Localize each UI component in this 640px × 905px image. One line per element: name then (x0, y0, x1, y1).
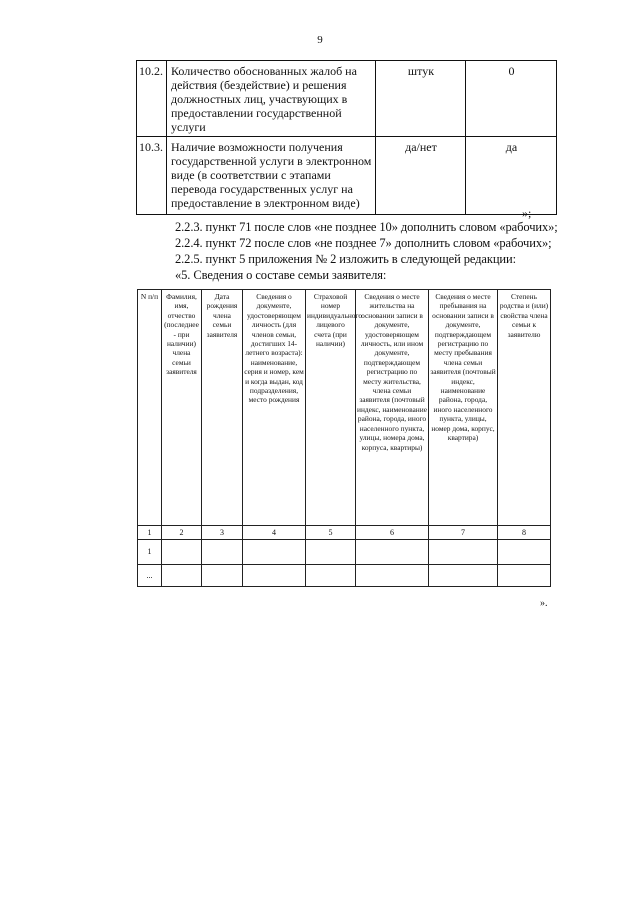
empty-cell (356, 540, 429, 565)
empty-cell (498, 565, 551, 587)
column-header: Степень родства и (или) свойства члена семьи к заявителю (498, 290, 551, 526)
column-number: 5 (306, 526, 356, 540)
indicator-unit: да/нет (376, 137, 466, 215)
row-number: ... (138, 565, 162, 587)
empty-cell (162, 565, 202, 587)
empty-cell (243, 565, 306, 587)
indicator-row (137, 137, 557, 215)
column-header: Страховой номер индивидуального лицевого счета (при наличии) (306, 290, 356, 526)
column-number: 3 (202, 526, 243, 540)
column-number: 2 (162, 526, 202, 540)
row-number: 1 (138, 540, 162, 565)
closing-quote: »; (522, 206, 532, 220)
empty-cell (306, 540, 356, 565)
table-header-row (138, 290, 551, 526)
amendment-paragraph: 2.2.4. пункт 72 после слов «не позднее 7» дополнить словом «рабочих»; (175, 236, 552, 250)
empty-cell (356, 565, 429, 587)
amendment-paragraph: 2.2.5. пункт 5 приложения № 2 изложить в следующей редакции: (175, 252, 516, 266)
empty-cell (202, 565, 243, 587)
indicator-number: 10.2. (137, 61, 167, 137)
empty-cell (498, 540, 551, 565)
column-header: Сведения о документе, удостоверяющем личность (для членов семьи, достигших 14-летнего возраста): наименование, серия и номер, кем и когда выдан, код подразделения, место рождения (243, 290, 306, 526)
amendment-paragraph: 2.2.3. пункт 71 после слов «не позднее 10» дополнить словом «рабочих»; (175, 220, 558, 234)
column-number: 6 (356, 526, 429, 540)
table-row (138, 540, 551, 565)
indicator-number: 10.3. (137, 137, 167, 215)
closing-quote: ». (540, 598, 548, 609)
empty-cell (162, 540, 202, 565)
indicator-row (137, 61, 557, 137)
column-number-row (138, 526, 551, 540)
empty-cell (429, 565, 498, 587)
empty-cell (243, 540, 306, 565)
column-number: 4 (243, 526, 306, 540)
column-header: Фамилия, имя, отчество (последнее - при наличии) члена семьи заявителя (162, 290, 202, 526)
page-number: 9 (317, 34, 323, 46)
column-header: Сведения о месте пребывания на основании записи в документе, подтверждающем регистрацию по месту пребывания члена семьи заявителя (почтовый индекс, наименование района, города, иного населенного пункта, улицы, номер дома, корпус, квартира) (429, 290, 498, 526)
column-header: Дата рождения члена семьи заявителя (202, 290, 243, 526)
empty-cell (429, 540, 498, 565)
column-number: 8 (498, 526, 551, 540)
table-row (138, 565, 551, 587)
column-header: N п/п (138, 290, 162, 526)
column-number: 7 (429, 526, 498, 540)
family-composition-table (137, 289, 551, 587)
indicator-text: Наличие возможности получения государственной услуги в электронном виде (в соответствии с этапами перевода государственных услуг на предоставление в электронном виде) (167, 137, 376, 215)
indicators-table (136, 60, 557, 215)
column-header: Сведения о месте жительства на основании записи в документе, удостоверяющем личность, или ином документе, подтверждающем регистрацию по месту жительства, члена семьи заявителя (почтовый индекс, наименование района, города, иного населенного пункта, улицы, номера дома, корпуса, квартиры) (356, 290, 429, 526)
indicator-value: да (466, 137, 557, 215)
indicator-text: Количество обоснованных жалоб на действия (бездействие) и решения должностных лиц, участвующих в предоставлении государственной услуги (167, 61, 376, 137)
empty-cell (306, 565, 356, 587)
indicator-value: 0 (466, 61, 557, 137)
column-number: 1 (138, 526, 162, 540)
indicator-unit: штук (376, 61, 466, 137)
section-heading: «5. Сведения о составе семьи заявителя: (175, 268, 387, 282)
empty-cell (202, 540, 243, 565)
